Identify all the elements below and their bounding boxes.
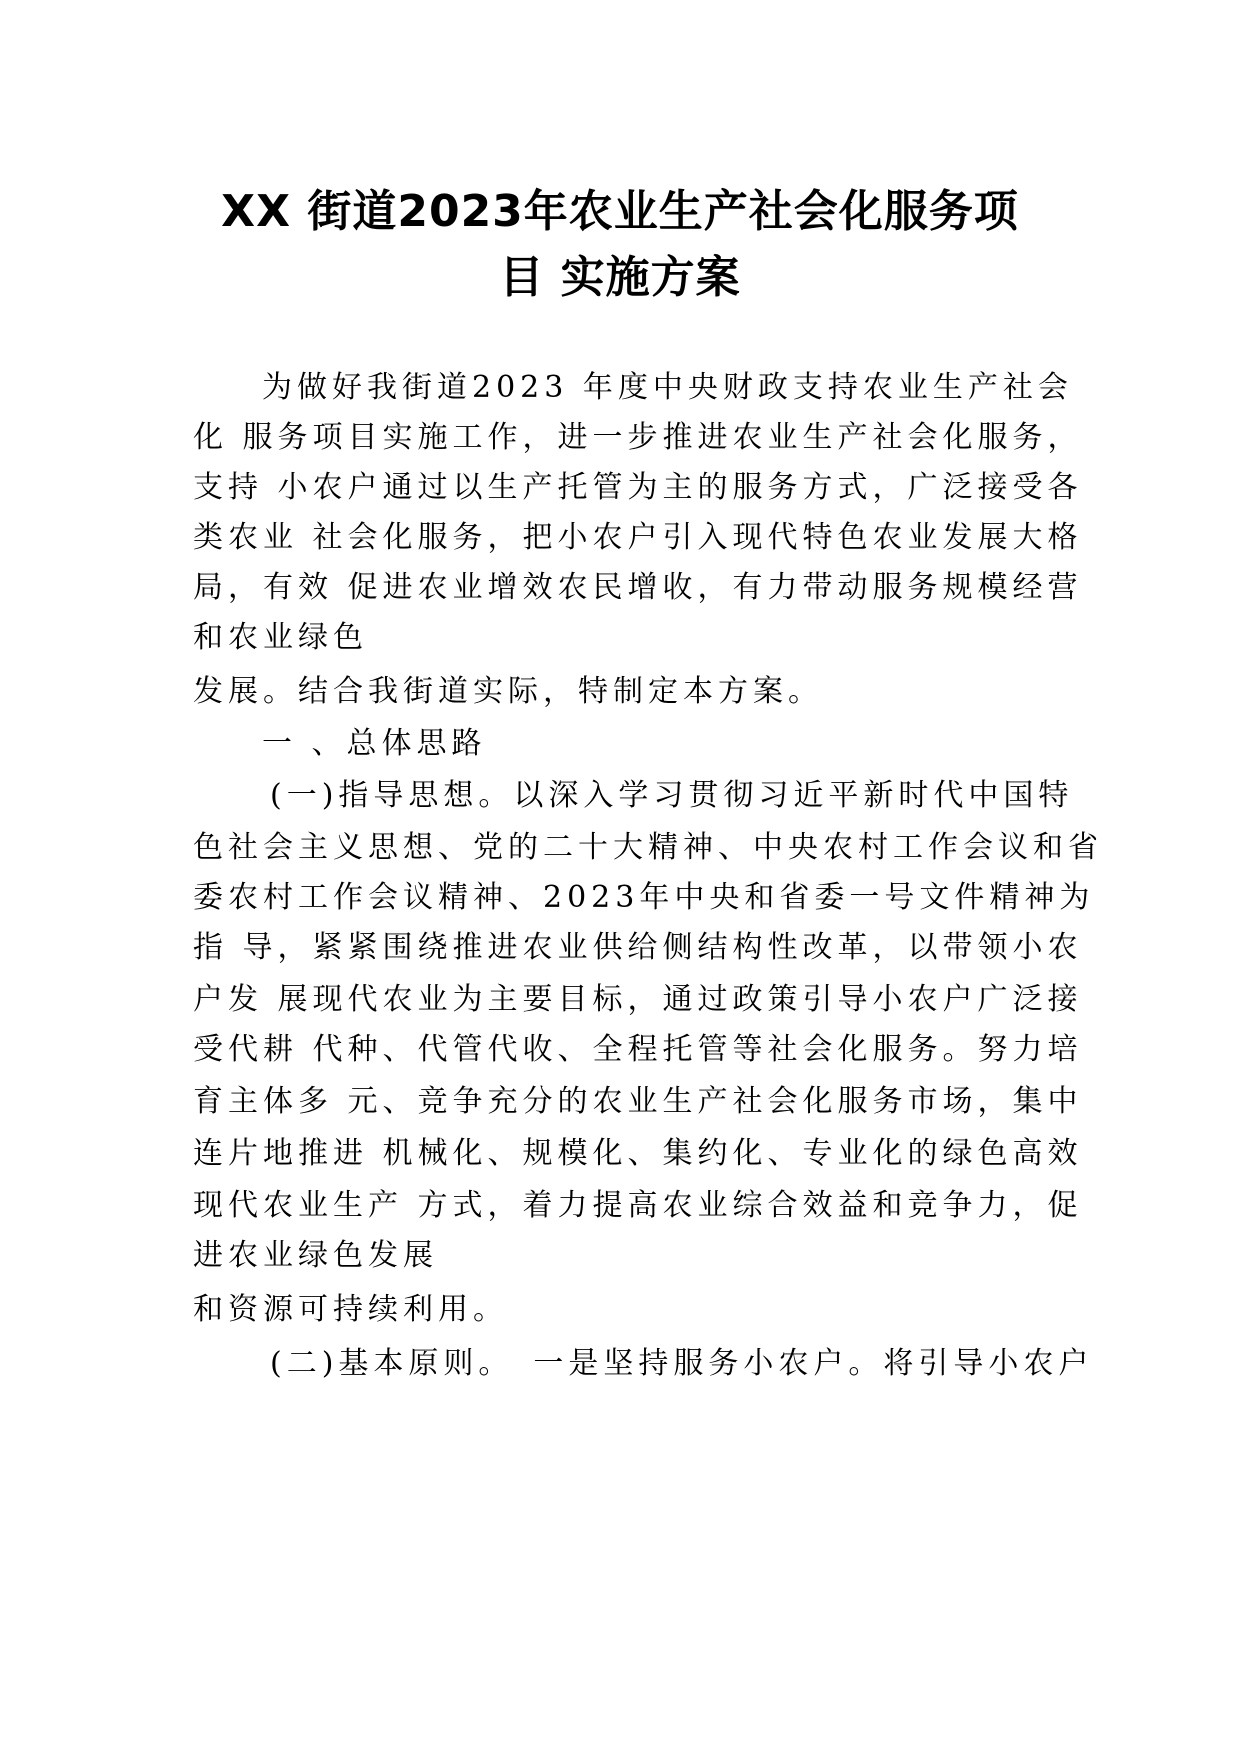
paragraph-line: 化 服务项目实施工作，进一步推进农业生产社会化服务， [193,420,1083,455]
paragraph-line: 和资源可持续利用。 [193,1292,508,1327]
paragraph-line: 支持 小农户通过以生产托管为主的服务方式，广泛接受各 [193,470,1083,505]
document-title-line-2: 目 实施方案 [499,252,741,303]
section-heading: 一 、总体思路 [262,726,487,761]
document-title-line-1: XX 街道2023年农业生产社会化服务项 [221,186,1019,237]
paragraph-line: 局，有效 促进农业增效农民增收，有力带动服务规模经营 [193,570,1083,605]
paragraph-line: 发展。结合我街道实际，特制定本方案。 [193,674,823,709]
paragraph-line: 指 导，紧紧围绕推进农业供给侧结构性改革，以带领小农 [193,930,1083,965]
paragraph-line: 受代耕 代种、代管代收、全程托管等社会化服务。努力培 [193,1032,1083,1067]
paragraph-line: 连片地推进 机械化、规模化、集约化、专业化的绿色高效 [193,1136,1083,1171]
paragraph-line: 委农村工作会议精神、2023年中央和省委一号文件精神为 [193,880,1095,915]
paragraph-line: 色社会主义思想、党的二十大精神、中央农村工作会议和省 [193,830,1103,865]
paragraph-line: 进农业绿色发展 [193,1238,438,1273]
paragraph-line: 为做好我街道2023 年度中央财政支持农业生产社会 [262,370,1073,405]
paragraph-line: 育主体多 元、竞争充分的农业生产社会化服务市场，集中 [193,1084,1083,1119]
paragraph-line: (二)基本原则。 一是坚持服务小农户。将引导小农户 [270,1346,1094,1381]
paragraph-line: 类农业 社会化服务，把小农户引入现代特色农业发展大格 [193,520,1083,555]
paragraph-line: 和农业绿色 [193,620,368,655]
paragraph-line: (一)指导思想。以深入学习贯彻习近平新时代中国特 [270,778,1074,813]
paragraph-line: 现代农业生产 方式，着力提高农业综合效益和竞争力，促 [193,1188,1083,1223]
paragraph-line: 户发 展现代农业为主要目标，通过政策引导小农户广泛接 [193,982,1083,1017]
